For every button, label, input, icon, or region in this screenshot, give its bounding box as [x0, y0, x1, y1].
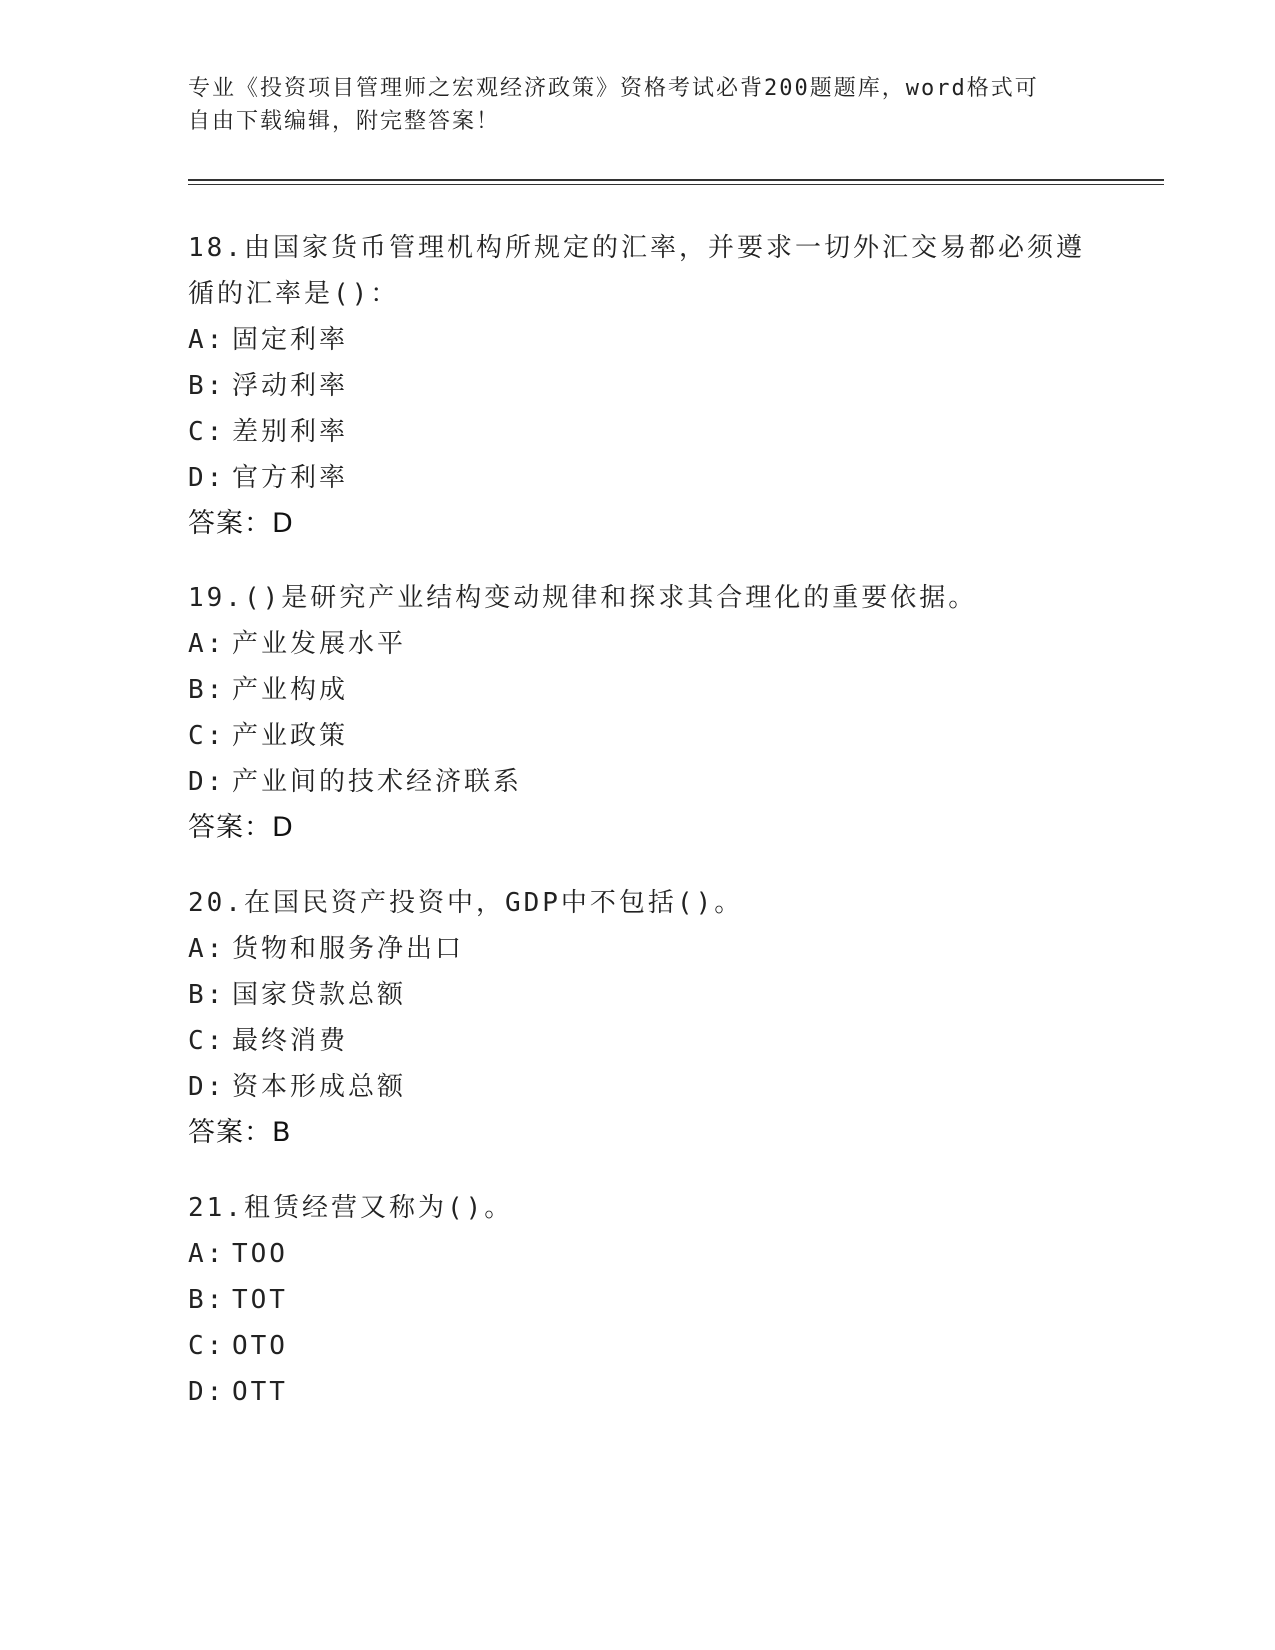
option-text: TOO	[232, 1239, 288, 1269]
header-line-2: 自由下载编辑，附完整答案！	[188, 109, 501, 134]
option-letter: B:	[188, 980, 226, 1010]
option-d	[188, 759, 1088, 805]
option-c	[188, 1323, 1088, 1369]
option-d	[188, 455, 1088, 501]
option-d	[188, 1064, 1088, 1110]
option-text: OTT	[232, 1377, 288, 1407]
option-text: 官方利率	[232, 463, 349, 493]
option-letter: B:	[188, 675, 226, 705]
question-18	[188, 225, 1088, 547]
option-letter: C:	[188, 417, 226, 447]
option-c	[188, 1018, 1088, 1064]
option-text: 差别利率	[232, 417, 349, 447]
option-letter: C:	[188, 721, 226, 751]
question-21	[188, 1185, 1088, 1415]
question-stem: 20.在国民资产投资中，GDP中不包括()。	[188, 888, 744, 918]
option-b	[188, 667, 1088, 713]
option-c	[188, 713, 1088, 759]
option-letter: A:	[188, 629, 226, 659]
option-letter: A:	[188, 1239, 226, 1269]
question-19	[188, 575, 1088, 851]
answer-label: 答案：D	[188, 508, 294, 539]
option-text: 浮动利率	[232, 371, 349, 401]
option-a	[188, 926, 1088, 972]
option-text: 固定利率	[232, 325, 349, 355]
option-text: 产业发展水平	[232, 629, 407, 659]
option-letter: B:	[188, 371, 226, 401]
question-20	[188, 880, 1088, 1156]
option-b	[188, 1277, 1088, 1323]
option-a	[188, 621, 1088, 667]
option-letter: A:	[188, 325, 226, 355]
question-stem: 18.由国家货币管理机构所规定的汇率，并要求一切外汇交易都必须遵	[188, 233, 1085, 263]
option-b	[188, 972, 1088, 1018]
header-divider-thick	[188, 179, 1164, 181]
option-c	[188, 409, 1088, 455]
answer-label: 答案：D	[188, 812, 294, 843]
header-divider-thin	[188, 184, 1164, 185]
option-a	[188, 317, 1088, 363]
option-text: 资本形成总额	[232, 1072, 407, 1102]
answer-label: 答案：B	[188, 1117, 292, 1148]
option-b	[188, 363, 1088, 409]
option-text: 最终消费	[232, 1026, 349, 1056]
option-text: 货物和服务净出口	[232, 934, 465, 964]
option-letter: D:	[188, 1377, 226, 1407]
option-a	[188, 1231, 1088, 1277]
option-text: 产业构成	[232, 675, 349, 705]
option-letter: C:	[188, 1026, 226, 1056]
option-text: TOT	[232, 1285, 288, 1315]
option-letter: D:	[188, 463, 226, 493]
option-letter: C:	[188, 1331, 226, 1361]
option-text: 产业政策	[232, 721, 349, 751]
header-line-1: 专业《投资项目管理师之宏观经济政策》资格考试必背200题题库，word格式可	[188, 76, 1039, 101]
option-letter: B:	[188, 1285, 226, 1315]
option-text: 产业间的技术经济联系	[232, 767, 523, 797]
document-header	[188, 72, 1068, 138]
option-letter: D:	[188, 767, 226, 797]
option-text: 国家贷款总额	[232, 980, 407, 1010]
option-letter: A:	[188, 934, 226, 964]
question-stem-continued: 循的汇率是()：	[188, 279, 400, 309]
option-d	[188, 1369, 1088, 1415]
question-stem: 19.()是研究产业结构变动规律和探求其合理化的重要依据。	[188, 583, 978, 613]
question-stem: 21.租赁经营又称为()。	[188, 1193, 514, 1223]
option-text: OTO	[232, 1331, 288, 1361]
option-letter: D:	[188, 1072, 226, 1102]
